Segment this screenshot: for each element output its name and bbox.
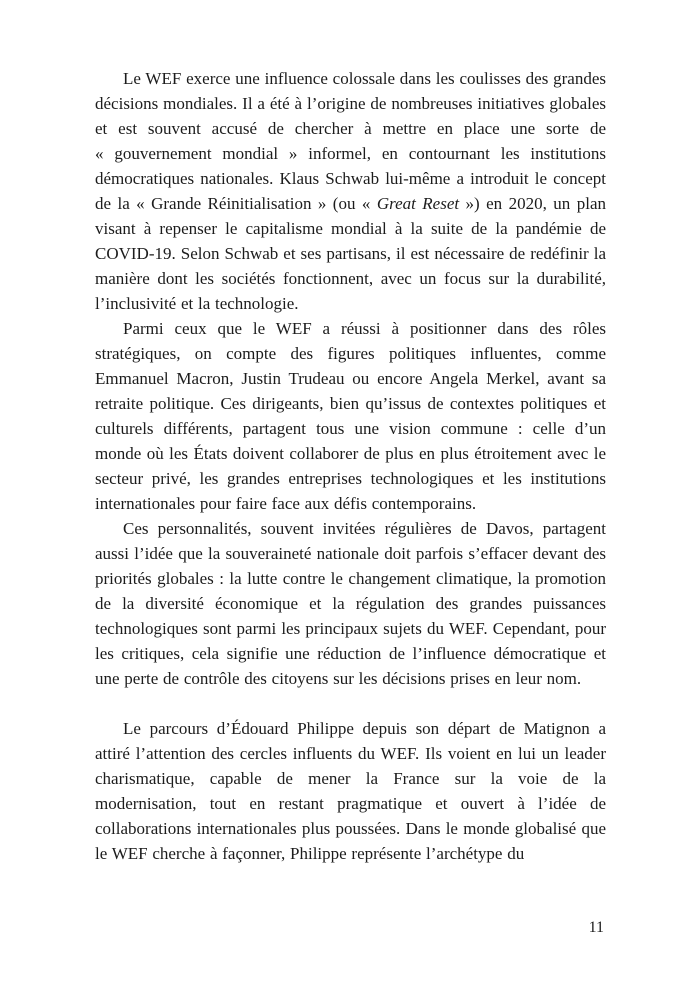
italic-term-great-reset: Great Reset bbox=[376, 194, 460, 213]
paragraph-segment: ») en 2020, un plan visant à repenser le capitalisme mondial à la suite de la pandémie de COVID-19. Selon Schwab et ses partisans, il est nécessaire de redéfinir la manière dont les sociétés fonctionnent, avec un focus sur la durabilité, l’inclusivité et la technologie. bbox=[95, 194, 606, 313]
paragraph-figures-politiques: Parmi ceux que le WEF a réussi à positionner dans des rôles stratégiques, on compte des figures politiques influentes, comme Emmanuel Macron, Justin Trudeau ou encore Angela Merkel, avant sa retraite politique. Ces dirigeants, bien qu’issus de contextes politiques et culturels différents, partagent tous une vision commune : celle d’un monde où les États doivent collaborer de plus en plus étroitement avec le secteur privé, les grandes entreprises technologiques et les institutions internationales pour faire face aux défis contemporains. bbox=[95, 319, 606, 513]
paragraph-edouard-philippe: Le parcours d’Édouard Philippe depuis son départ de Matignon a attiré l’attention des cercles influents du WEF. Ils voient en lui un leader charismatique, capable de mener la France sur la voie de la modernisation, tout en restant pragmatique et ouvert à l’idée de collaborations internationales plus poussées. Dans le monde globalisé que le WEF cherche à façonner, Philippe représente l’archétype du bbox=[95, 719, 606, 863]
page-number: 11 bbox=[588, 919, 604, 936]
paragraph-davos-souverainete: Ces personnalités, souvent invitées régulières de Davos, partagent aussi l’idée que la souveraineté nationale doit parfois s’effacer devant des priorités globales : la lutte contre le changement climatique, la promotion de la diversité économique et la régulation des grandes puissances technologiques sont parmi les principaux sujets du WEF. Cependant, pour les critiques, cela signifie une réduction de l’influence démocratique et une perte de contrôle des citoyens sur les décisions prises en leur nom. bbox=[95, 519, 606, 688]
paragraph-wef-influence bbox=[95, 66, 606, 316]
paragraph-segment: Le WEF exerce une influence colossale dans les coulisses des grandes décisions mondiales. Il a été à l’origine de nombreuses initiatives globales et est souvent accusé de chercher à mettre en place une sorte de « gouvernement mondial » informel, en contournant les institutions démocratiques nationales. Klaus Schwab lui-même a introduit le concept de la « Grande Réinitialisation » (ou « bbox=[95, 69, 606, 213]
text-content bbox=[95, 66, 606, 866]
